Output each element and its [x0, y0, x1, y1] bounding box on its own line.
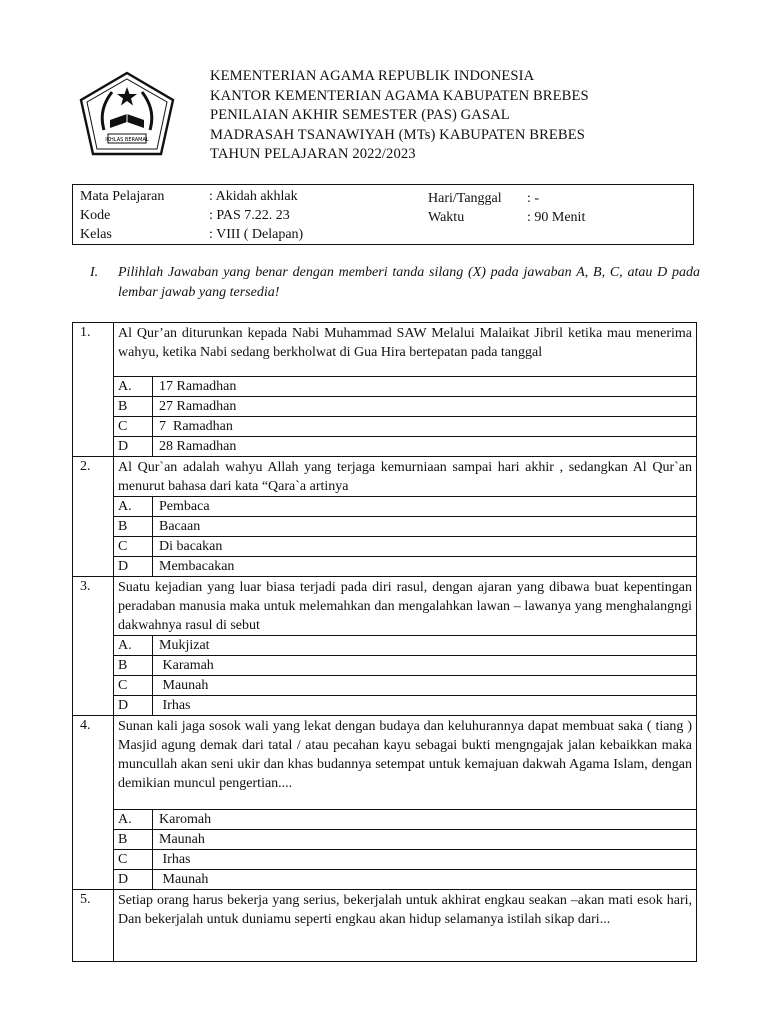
- question-number: 2.: [73, 457, 114, 577]
- option-text: 27 Ramadhan: [153, 397, 697, 417]
- question-text: Sunan kali jaga sosok wali yang lekat dengan budaya dan keluhurannya dapat membuat saka ( tiang ) Masjid agung demak dari tatal / atau pecahan kayu sebagai bukti mengngajak jalan kebaikkan maka muncullah akan seni ukir dan khas budannya setempat untuk kemajuan dakwah Agama Islam, dengan demikian muncul pengertian....: [114, 716, 697, 810]
- instruction-number: I.: [90, 265, 99, 280]
- code-label: Kode: [80, 208, 111, 223]
- exam-info-box: [72, 184, 694, 245]
- svg-text:IKHLAS BERAMAL: IKHLAS BERAMAL: [105, 137, 149, 143]
- header-line-school: MADRASAH TSANAWIYAH (MTs) KABUPATEN BREBES: [210, 126, 585, 143]
- option-row[interactable]: [73, 377, 697, 397]
- option-text: Maunah: [153, 830, 697, 850]
- question-text: Suatu kejadian yang luar biasa terjadi pada diri rasul, dengan ajaran yang dibawa buat kepentingan peradaban manusia maka untuk melemahkan dan mengalahkan lawan – lawanya yang menghalangngi dakwahnya rasul di sebut: [114, 577, 697, 636]
- option-row[interactable]: [73, 517, 697, 537]
- option-letter: C: [114, 417, 153, 437]
- option-letter: C: [114, 537, 153, 557]
- option-row[interactable]: [73, 557, 697, 577]
- option-row[interactable]: [73, 676, 697, 696]
- option-letter: A.: [114, 497, 153, 517]
- question-text: Al Qur`an adalah wahyu Allah yang terjaga kemurniaan sampai hari akhir , sedangkan Al Qur`an menurut bahasa dari kata “Qara`a artinya: [114, 457, 697, 497]
- option-letter: D: [114, 557, 153, 577]
- ministry-logo: [78, 70, 176, 158]
- option-text: Irhas: [153, 696, 697, 716]
- option-letter: A.: [114, 377, 153, 397]
- class-label: Kelas: [80, 227, 112, 242]
- question-text: Setiap orang harus bekerja yang serius, bekerjalah untuk akhirat engkau seakan –akan mati esok hari, Dan bekerjalah untuk duniamu seperti engkau akan hidup selamanya istilah sikap dari...: [114, 890, 697, 962]
- question-row: [73, 457, 697, 497]
- option-text: Karomah: [153, 810, 697, 830]
- option-text: Maunah: [153, 676, 697, 696]
- option-row[interactable]: [73, 696, 697, 716]
- option-text: Mukjizat: [153, 636, 697, 656]
- day-value: : -: [527, 191, 540, 206]
- header-line-year: TAHUN PELAJARAN 2022/2023: [210, 146, 416, 163]
- option-row[interactable]: [73, 437, 697, 457]
- question-row: [73, 323, 697, 377]
- option-text: 7 Ramadhan: [153, 417, 697, 437]
- option-text: Maunah: [153, 870, 697, 890]
- question-text: Al Qur’an diturunkan kepada Nabi Muhammad SAW Melalui Malaikat Jibril ketika mau menerima wahyu, ketika Nabi sedang berkholwat di Gua Hira bertepatan pada tanggal: [114, 323, 697, 377]
- time-value: : 90 Menit: [527, 210, 586, 225]
- option-row[interactable]: [73, 537, 697, 557]
- option-row[interactable]: [73, 830, 697, 850]
- question-row: [73, 716, 697, 810]
- option-row[interactable]: [73, 417, 697, 437]
- header-line-office: KANTOR KEMENTERIAN AGAMA KABUPATEN BREBES: [210, 87, 589, 104]
- option-row[interactable]: [73, 656, 697, 676]
- option-row[interactable]: [73, 810, 697, 830]
- option-text: 17 Ramadhan: [153, 377, 697, 397]
- day-label: Hari/Tanggal: [428, 191, 502, 206]
- option-letter: D: [114, 437, 153, 457]
- question-number: 4.: [73, 716, 114, 890]
- question-number: 1.: [73, 323, 114, 457]
- option-letter: D: [114, 870, 153, 890]
- question-number: 5.: [73, 890, 114, 962]
- option-letter: B: [114, 830, 153, 850]
- option-text: 28 Ramadhan: [153, 437, 697, 457]
- question-row: [73, 577, 697, 636]
- subject-label: Mata Pelajaran: [80, 189, 165, 204]
- option-text: Irhas: [153, 850, 697, 870]
- header-line-ministry: KEMENTERIAN AGAMA REPUBLIK INDONESIA: [210, 68, 535, 84]
- class-value: : VIII ( Delapan): [209, 227, 304, 242]
- header-line-exam: PENILAIAN AKHIR SEMESTER (PAS) GASAL: [210, 107, 510, 124]
- instruction-text: Pilihlah Jawaban yang benar dengan memberi tanda silang (X) pada jawaban A, B, C, atau D pada lembar jawab yang tersedia!: [118, 265, 700, 300]
- option-letter: A.: [114, 810, 153, 830]
- option-text: Membacakan: [153, 557, 697, 577]
- question-row: [73, 890, 697, 962]
- time-label: Waktu: [428, 210, 465, 225]
- option-letter: B: [114, 397, 153, 417]
- option-letter: B: [114, 656, 153, 676]
- option-row[interactable]: [73, 870, 697, 890]
- questions-table: [72, 322, 697, 962]
- option-text: Karamah: [153, 656, 697, 676]
- option-text: Pembaca: [153, 497, 697, 517]
- option-row[interactable]: [73, 850, 697, 870]
- subject-value: : Akidah akhlak: [209, 189, 298, 204]
- code-value: : PAS 7.22. 23: [209, 208, 290, 223]
- option-letter: D: [114, 696, 153, 716]
- option-text: Di bacakan: [153, 537, 697, 557]
- option-letter: C: [114, 676, 153, 696]
- option-letter: A.: [114, 636, 153, 656]
- option-letter: C: [114, 850, 153, 870]
- question-number: 3.: [73, 577, 114, 716]
- option-row[interactable]: [73, 636, 697, 656]
- document-header: [210, 67, 589, 165]
- option-row[interactable]: [73, 497, 697, 517]
- option-row[interactable]: [73, 397, 697, 417]
- option-letter: B: [114, 517, 153, 537]
- option-text: Bacaan: [153, 517, 697, 537]
